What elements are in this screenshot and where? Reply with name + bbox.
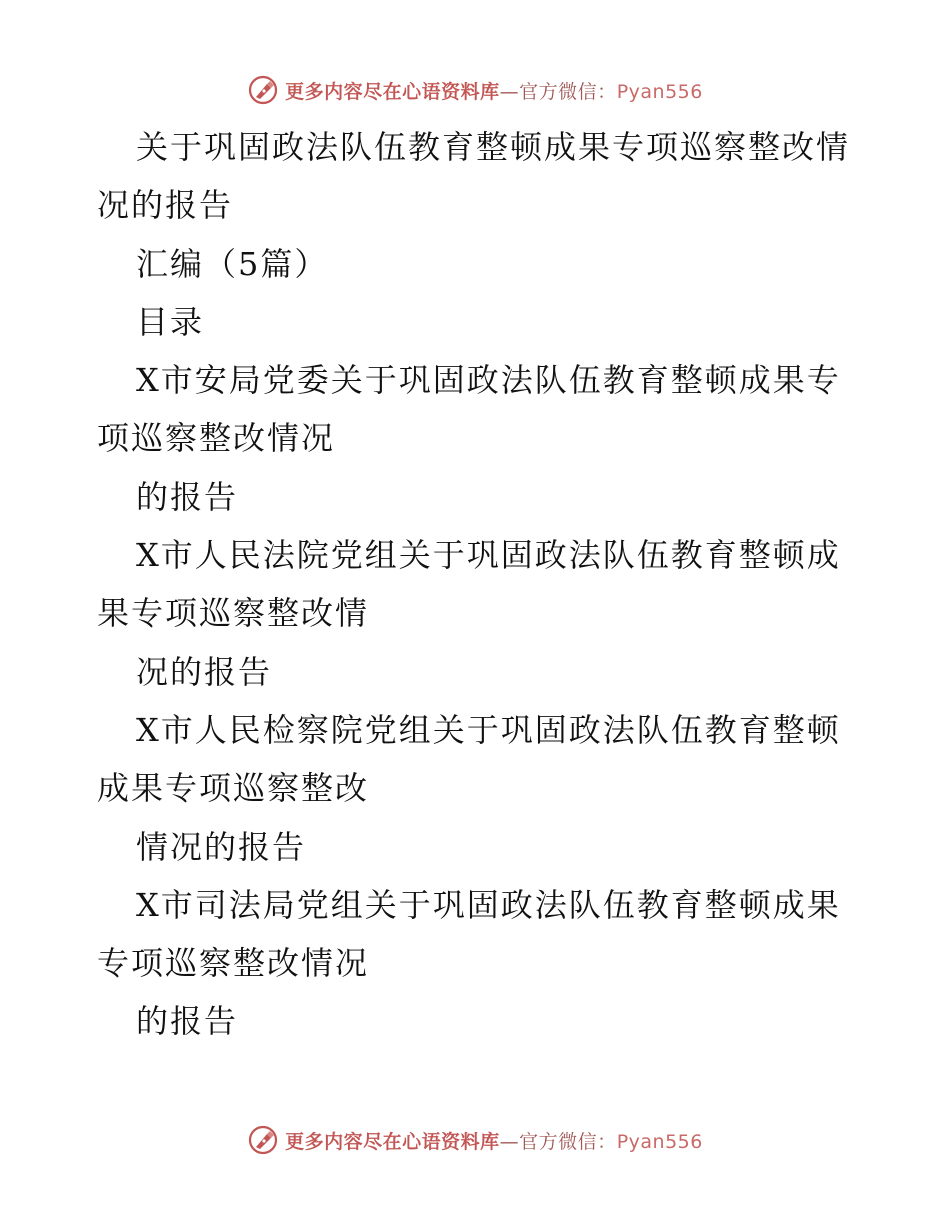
toc-entry-2-line-3: 况的报告: [136, 652, 273, 691]
toc-entry-1-line-2: 项巡察整改情况: [97, 419, 336, 458]
toc-entry-3-line-2: 成果专项巡察整改: [97, 769, 370, 808]
toc-entry-1-line-1: X市安局党委关于巩固政法队伍教育整顿成果专: [136, 361, 841, 400]
header-watermark: [0, 72, 950, 108]
watermark-text: 更多内容尽在心语资料库—官方微信：Pyan556: [285, 80, 703, 103]
pen-nib-logo-icon: [247, 1124, 279, 1156]
document-body: [97, 118, 857, 1051]
toc-entry-3-line-1: X市人民检察院党组关于巩固政法队伍教育整顿: [136, 710, 841, 749]
pen-nib-logo-icon: [247, 74, 279, 106]
toc-entry-4-line-1: X市司法局党组关于巩固政法队伍教育整顿成果: [136, 885, 841, 924]
document-subtitle: 汇编（5篇）: [136, 244, 329, 283]
watermark-text: 更多内容尽在心语资料库—官方微信：Pyan556: [285, 1130, 703, 1153]
toc-heading: 目录: [136, 302, 205, 341]
toc-entry-4-line-3: 的报告: [136, 1002, 239, 1041]
footer-watermark: [0, 1122, 950, 1158]
toc-entry-3-line-3: 情况的报告: [136, 827, 307, 866]
document-title-line-2: 况的报告: [97, 186, 234, 225]
toc-entry-4-line-2: 专项巡察整改情况: [97, 944, 370, 983]
toc-entry-2-line-1: X市人民法院党组关于巩固政法队伍教育整顿成: [136, 536, 841, 575]
toc-entry-1-line-3: 的报告: [136, 477, 239, 516]
document-title-line-1: 关于巩固政法队伍教育整顿成果专项巡察整改情: [136, 128, 851, 166]
toc-entry-2-line-2: 果专项巡察整改情: [97, 594, 370, 633]
